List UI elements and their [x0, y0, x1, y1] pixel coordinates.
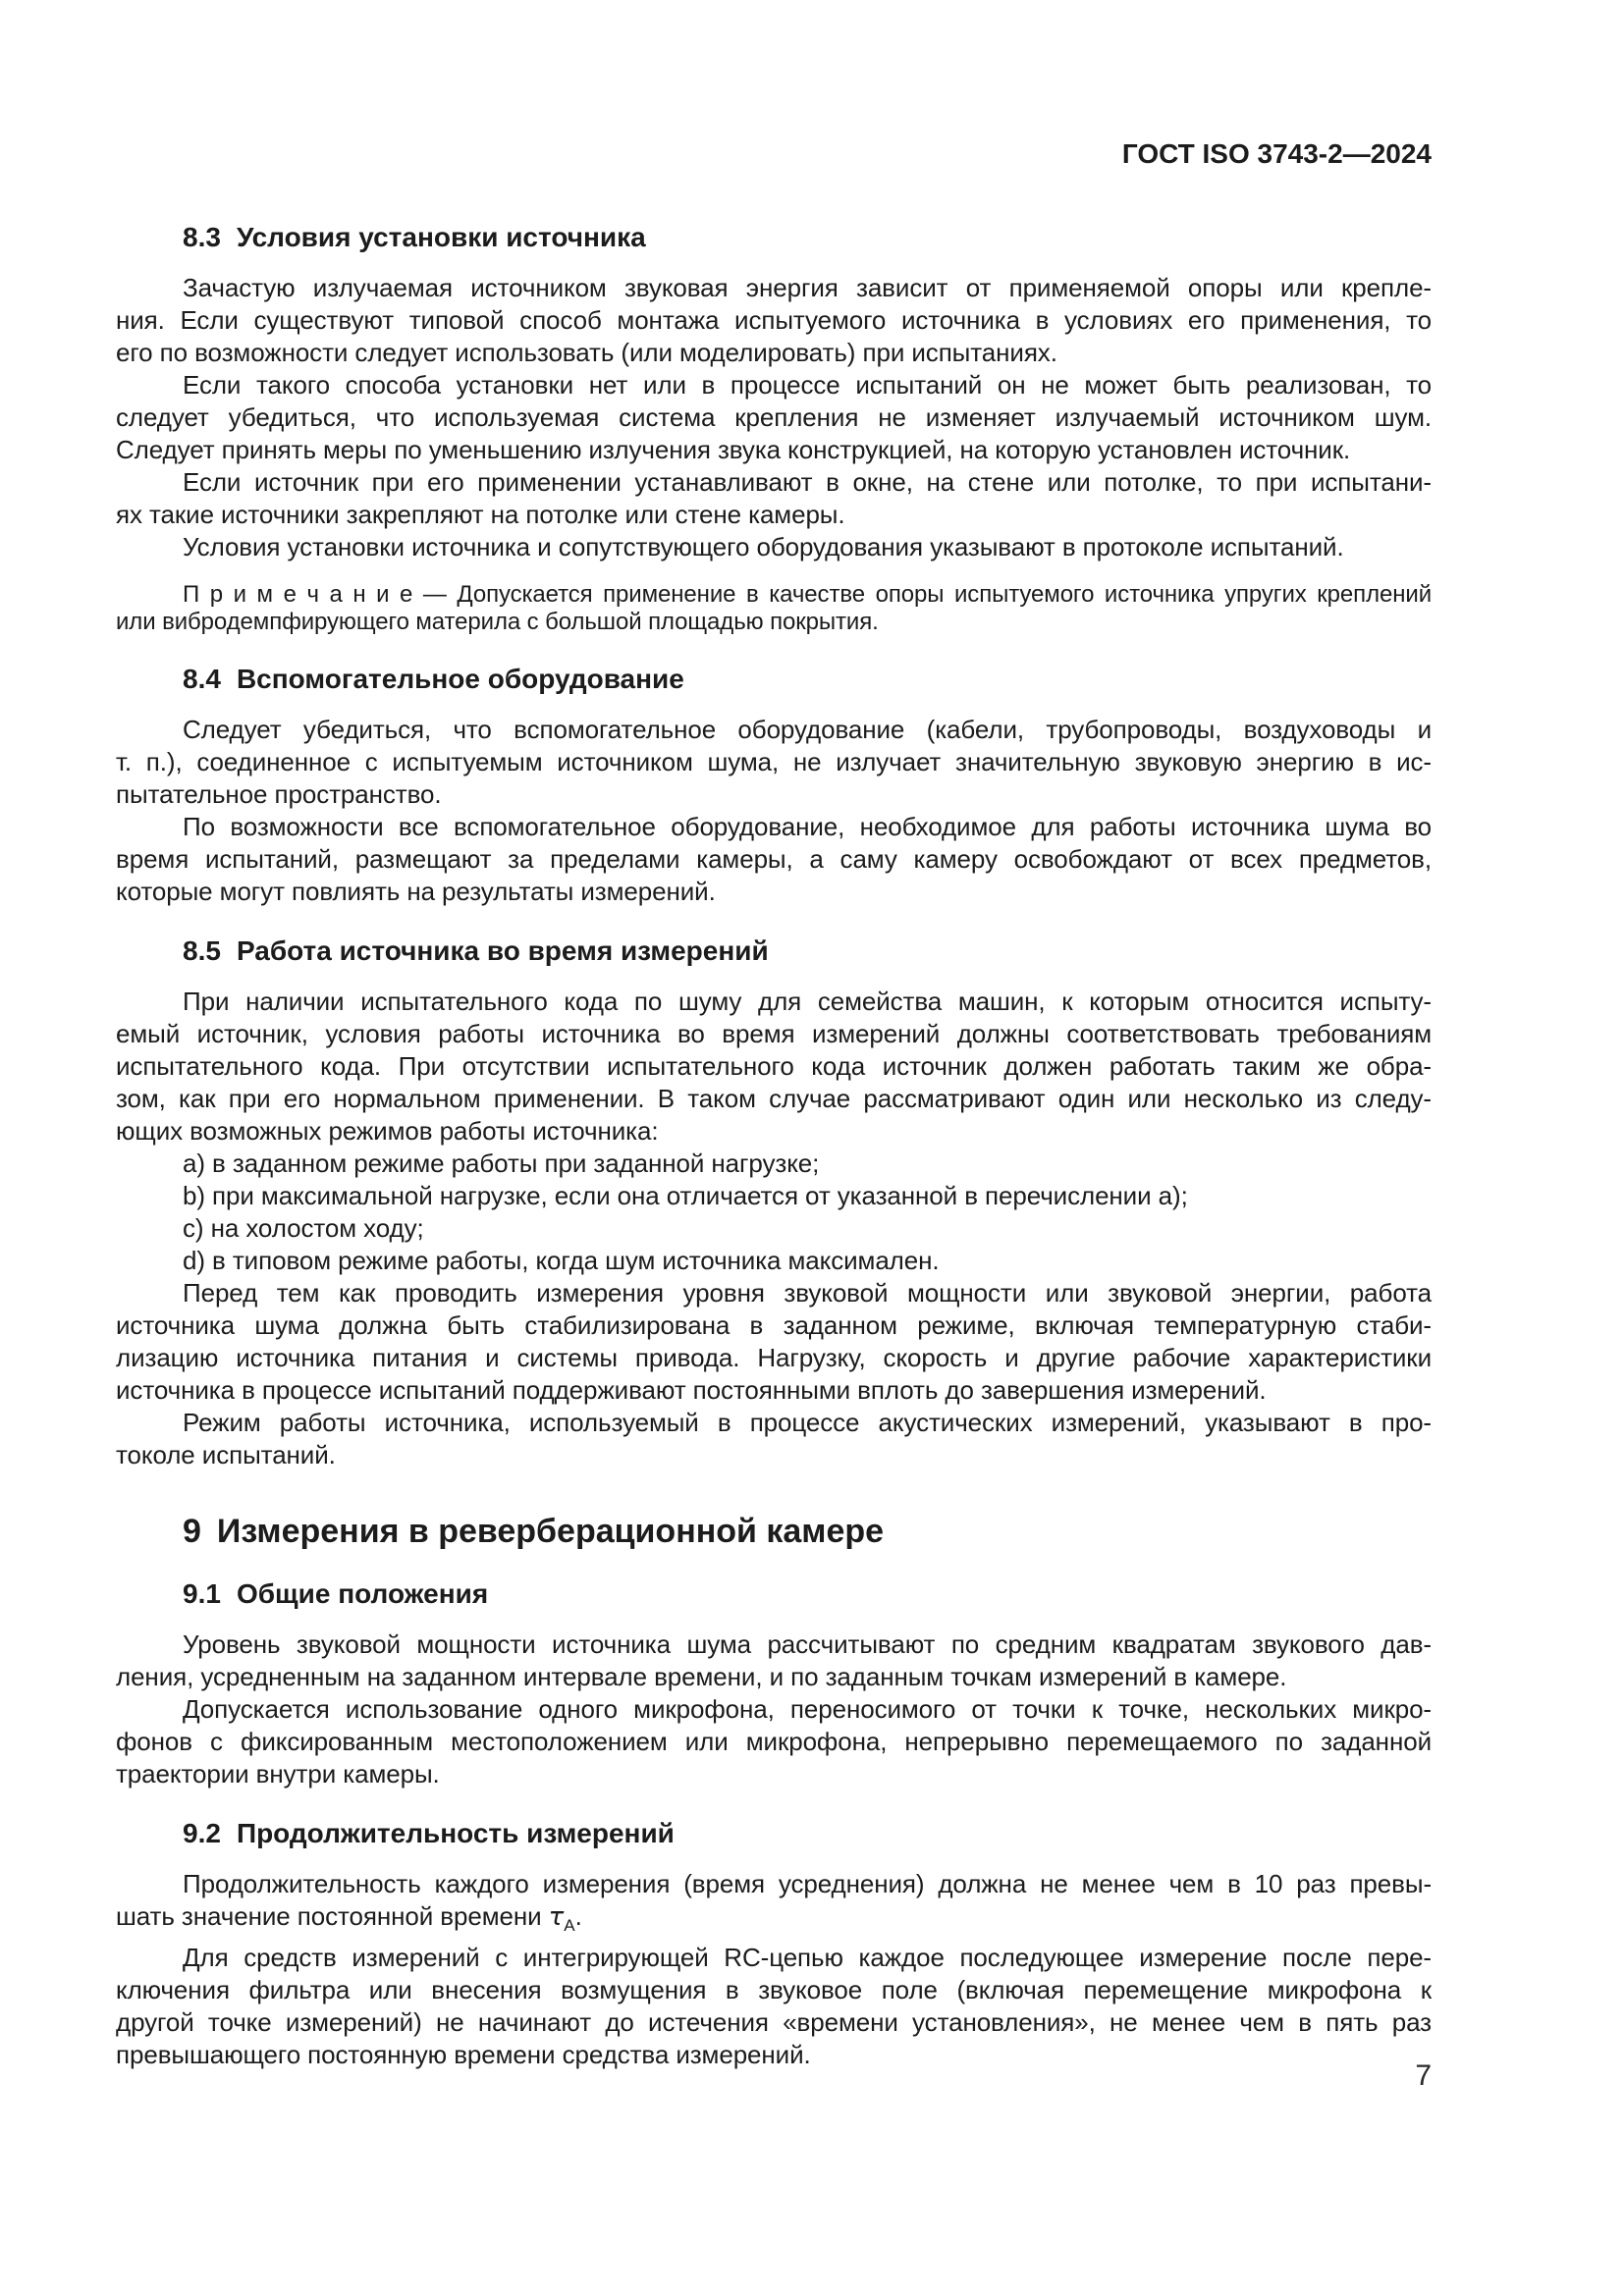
paragraph [116, 811, 1432, 908]
paragraph [116, 1693, 1432, 1790]
text-line: ключения фильтра или внесения возмущения в звуковое поле (включая перемещение микрофона к [116, 1975, 1432, 2004]
paragraph [116, 714, 1432, 811]
paragraph [116, 531, 1432, 563]
text-line: или вибродемпфирующего материла с большой площадью покрытия. [116, 609, 879, 635]
text-line: Продолжительность каждого измерения (время усреднения) должна не менее чем в 10 раз превы- [183, 1869, 1432, 1898]
text-line: т. п.), соединенное с испытуемым источником шума, не излучает значительную звуковую энергию в ис- [116, 747, 1432, 776]
text-line: токоле испытаний. [116, 1440, 336, 1469]
text-line: c) на холостом ходу; [183, 1213, 424, 1243]
paragraph [116, 1629, 1432, 1693]
page-number: 7 [1415, 2059, 1432, 2092]
text-line: фонов с фиксированным местоположением или микрофона, непрерывно перемещаемого по заданной [116, 1727, 1432, 1756]
heading-title: Общие положения [236, 1578, 489, 1609]
text-line: Зачастую излучаемая источником звуковая энергия зависит от применяемой опоры или крепле- [183, 273, 1432, 302]
text-line: его по возможности следует использовать (или моделировать) при испытаниях. [116, 338, 1057, 367]
text-line: Режим работы источника, используемый в процессе акустических измерений, указывают в про- [183, 1408, 1432, 1437]
section-heading [116, 1577, 1432, 1610]
heading-number: 8.5 [183, 935, 221, 966]
paragraph [116, 1407, 1432, 1471]
section-heading [116, 221, 1432, 253]
section-heading [116, 934, 1432, 967]
text-line: Следует принять меры по уменьшению излучения звука конструкцией, на которую установлен источник. [116, 435, 1351, 464]
text-line: траектории внутри камеры. [116, 1759, 440, 1789]
paragraph [116, 1277, 1432, 1407]
text-line: Перед тем как проводить измерения уровня звуковой мощности или звуковой энергии, работа [183, 1278, 1432, 1308]
text-line: пытательное пространство. [116, 779, 442, 809]
paragraph [116, 1180, 1432, 1212]
running-header: ГОСТ ISO 3743-2—2024 [1121, 138, 1432, 169]
paragraph [116, 1942, 1432, 2071]
text-line: Уровень звуковой мощности источника шума рассчитывают по средним квадратам звукового дав- [183, 1629, 1432, 1659]
heading-title: Продолжительность измерений [236, 1818, 675, 1848]
paragraph [116, 1868, 1432, 1942]
paragraph [116, 1245, 1432, 1277]
text-line: превышающего постоянную времени средства измерений. [116, 2040, 811, 2069]
text-line: Условия установки источника и сопутствующего оборудования указывают в протоколе испытаний. [183, 532, 1344, 561]
heading-number: 9 [183, 1513, 201, 1550]
text-line: Если источник при его применении устанавливают в окне, на стене или потолке, то при испытани- [183, 467, 1432, 497]
paragraph [116, 466, 1432, 531]
text-line: ния. Если существуют типовой способ монтажа испытуемого источника в условиях его применения, то [116, 305, 1432, 335]
text-line: Допускается использование одного микрофона, переносимого от точки к точке, нескольких микро- [183, 1694, 1432, 1724]
text-line: зом, как при его нормальном применении. В таком случае рассматривают один или несколько из следу- [116, 1084, 1432, 1113]
section-heading [116, 663, 1432, 695]
paragraph [116, 272, 1432, 369]
text-line: ления, усредненным на заданном интервале времени, и по заданным точкам измерений в камере. [116, 1662, 1287, 1691]
text-line: источника в процессе испытаний поддерживают постоянными вплоть до завершения измерений. [116, 1375, 1267, 1405]
section-heading [116, 1817, 1432, 1849]
tau-symbol: τ [548, 1902, 565, 1932]
text-line: следует убедиться, что используемая система крепления не изменяет излучаемый источником шум. [116, 402, 1432, 432]
document-content [116, 221, 1432, 2071]
text-line: Следует убедиться, что вспомогательное оборудование (кабели, трубопроводы, воздуховоды и [183, 715, 1432, 744]
text-line: a) в заданном режиме работы при заданной нагрузке; [183, 1148, 820, 1178]
paragraph [116, 369, 1432, 466]
text-line: источника шума должна быть стабилизирована в заданном режиме, включая температурную стаби- [116, 1310, 1432, 1340]
heading-number: 8.3 [183, 222, 221, 252]
text-run: шать значение постоянной времени [116, 1901, 549, 1931]
text-line [116, 1900, 1432, 1942]
heading-title: Работа источника во время измерений [236, 935, 769, 966]
text-line: П р и м е ч а н и е — Допускается применение в качестве опоры испытуемого источника упругих креплений [183, 581, 1432, 608]
text-line: которые могут повлиять на результаты измерений. [116, 877, 716, 906]
text-line: емый источник, условия работы источника во время измерений должны соответствовать требованиям [116, 1019, 1432, 1048]
text-line: По возможности все вспомогательное оборудование, необходимое для работы источника шума во [183, 812, 1432, 841]
heading-title: Измерения в реверберационной камере [216, 1513, 885, 1550]
text-line: время испытаний, размещают за пределами камеры, а саму камеру освобождают от всех предметов, [116, 844, 1432, 874]
text-line: d) в типовом режиме работы, когда шум источника максимален. [183, 1246, 940, 1275]
text-line: Для средств измерений с интегрирующей RC-цепью каждое последующее измерение после пере- [183, 1943, 1432, 1972]
text-run: . [574, 1901, 582, 1931]
heading-title: Вспомогательное оборудование [236, 664, 684, 694]
text-line: испытательного кода. При отсутствии испытательного кода источник должен работать таким же обра- [116, 1051, 1432, 1081]
paragraph [116, 1148, 1432, 1180]
paragraph [116, 986, 1432, 1148]
chapter-heading [116, 1512, 1432, 1551]
text-line: Если такого способа установки нет или в процессе испытаний он не может быть реализован, то [183, 370, 1432, 400]
subscript-a: A [564, 1916, 575, 1935]
text-line: При наличии испытательного кода по шуму для семейства машин, к которым относится испыту- [183, 987, 1432, 1016]
text-line: ющих возможных режимов работы источника: [116, 1116, 659, 1146]
text-line: лизацию источника питания и системы привода. Нагрузку, скорость и другие рабочие характеристики [116, 1343, 1432, 1372]
heading-number: 8.4 [183, 664, 221, 694]
text-line: b) при максимальной нагрузке, если она отличается от указанной в перечислении a); [183, 1181, 1188, 1210]
paragraph [116, 1212, 1432, 1245]
text-line: ях такие источники закрепляют на потолке или стене камеры. [116, 500, 845, 529]
text-line: другой точке измерений) не начинают до истечения «времени установления», не менее чем в пять раз [116, 2007, 1432, 2037]
heading-number: 9.2 [183, 1818, 221, 1848]
note-paragraph [116, 581, 1432, 636]
heading-number: 9.1 [183, 1578, 221, 1609]
heading-title: Условия установки источника [236, 222, 646, 252]
